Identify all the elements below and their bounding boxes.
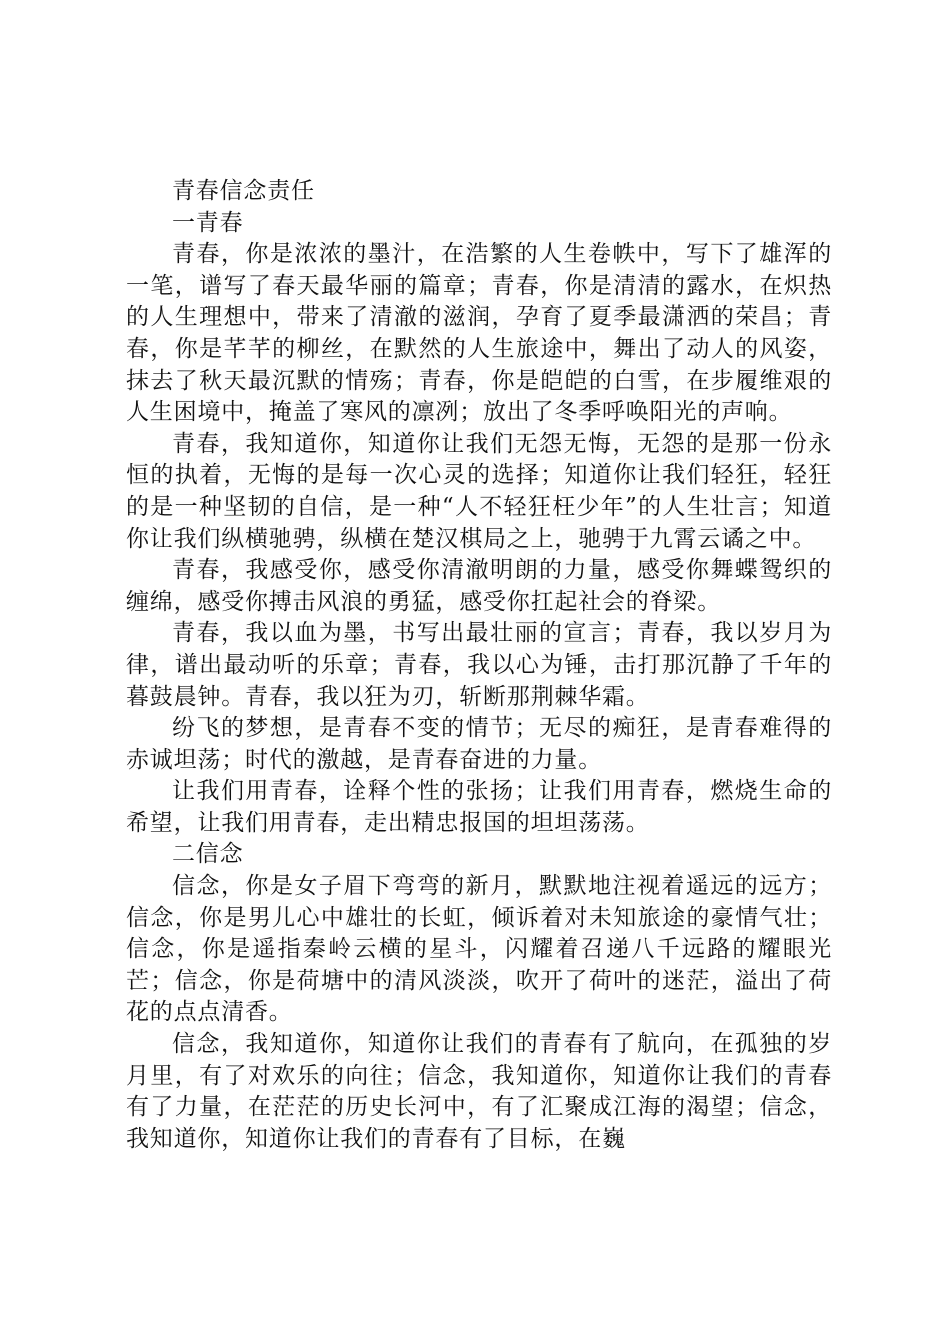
section-heading: 一青春 [172,209,244,236]
paragraph: 青春，你是浓浓的墨汁，在浩繁的人生卷帙中，写下了雄浑的一笔，谱写了春天最华丽的篇章；青春，你是清清的露水，在炽热的人生理想中，带来了清澈的滋润，孕育了夏季最潇洒的荣昌；青春，你是芊芊的柳丝，在默然的人生旅途中，舞出了动人的风姿，抹去了秋天最沉默的情殇；青春，你是皑皑的白雪，在步履维艰的人生困境中，掩盖了寒风的凛冽；放出了冬季呼唤阳光的声响。 [126,241,832,426]
paragraph: 信念，你是女子眉下弯弯的新月，默默地注视着遥远的远方；信念，你是男儿心中雄壮的长虹，倾诉着对未知旅途的豪情气壮；信念，你是遥指秦岭云横的星斗，闪耀着召递八千远路的耀眼光芒；信念，你是荷塘中的清风淡淡，吹开了荷叶的迷茫，溢出了荷花的点点清香。 [126,873,832,1026]
paragraph: 青春，我感受你，感受你清澈明朗的力量，感受你舞蝶鸳织的缠绵，感受你搏击风浪的勇猛，感受你扛起社会的脊梁。 [126,557,832,615]
document-body [126,176,832,1155]
paragraph: 纷飞的梦想，是青春不变的情节；无尽的痴狂，是青春难得的赤诚坦荡；时代的激越，是青春奋进的力量。 [126,715,832,773]
document-title: 青春信念责任 [172,178,315,204]
paragraph: 青春，我以血为墨，书写出最壮丽的宣言；青春，我以岁月为律，谱出最动听的乐章；青春，我以心为锤，击打那沉静了千年的暮鼓晨钟。青春，我以狂为刃，斩断那荆棘华霜。 [126,620,832,710]
section-heading: 二信念 [172,841,244,868]
paragraph: 青春，我知道你，知道你让我们无怨无悔，无怨的是那一份永恒的执着，无悔的是每一次心灵的选择；知道你让我们轻狂，轻狂的是一种坚韧的自信，是一种“人不轻狂枉少年”的人生壮言；知道你让我们纵横驰骋，纵横在楚汉棋局之上，驰骋于九霄云谲之中。 [126,430,832,552]
paragraph: 让我们用青春，诠释个性的张扬；让我们用青春，燃烧生命的希望，让我们用青春，走出精忠报国的坦坦荡荡。 [126,778,832,836]
paragraph: 信念，我知道你，知道你让我们的青春有了航向，在孤独的岁月里，有了对欢乐的向往；信念，我知道你，知道你让我们的青春有了力量，在茫茫的历史长河中，有了汇聚成江海的渴望；信念，我知道你，知道你让我们的青春有了目标，在巍 [126,1031,832,1152]
